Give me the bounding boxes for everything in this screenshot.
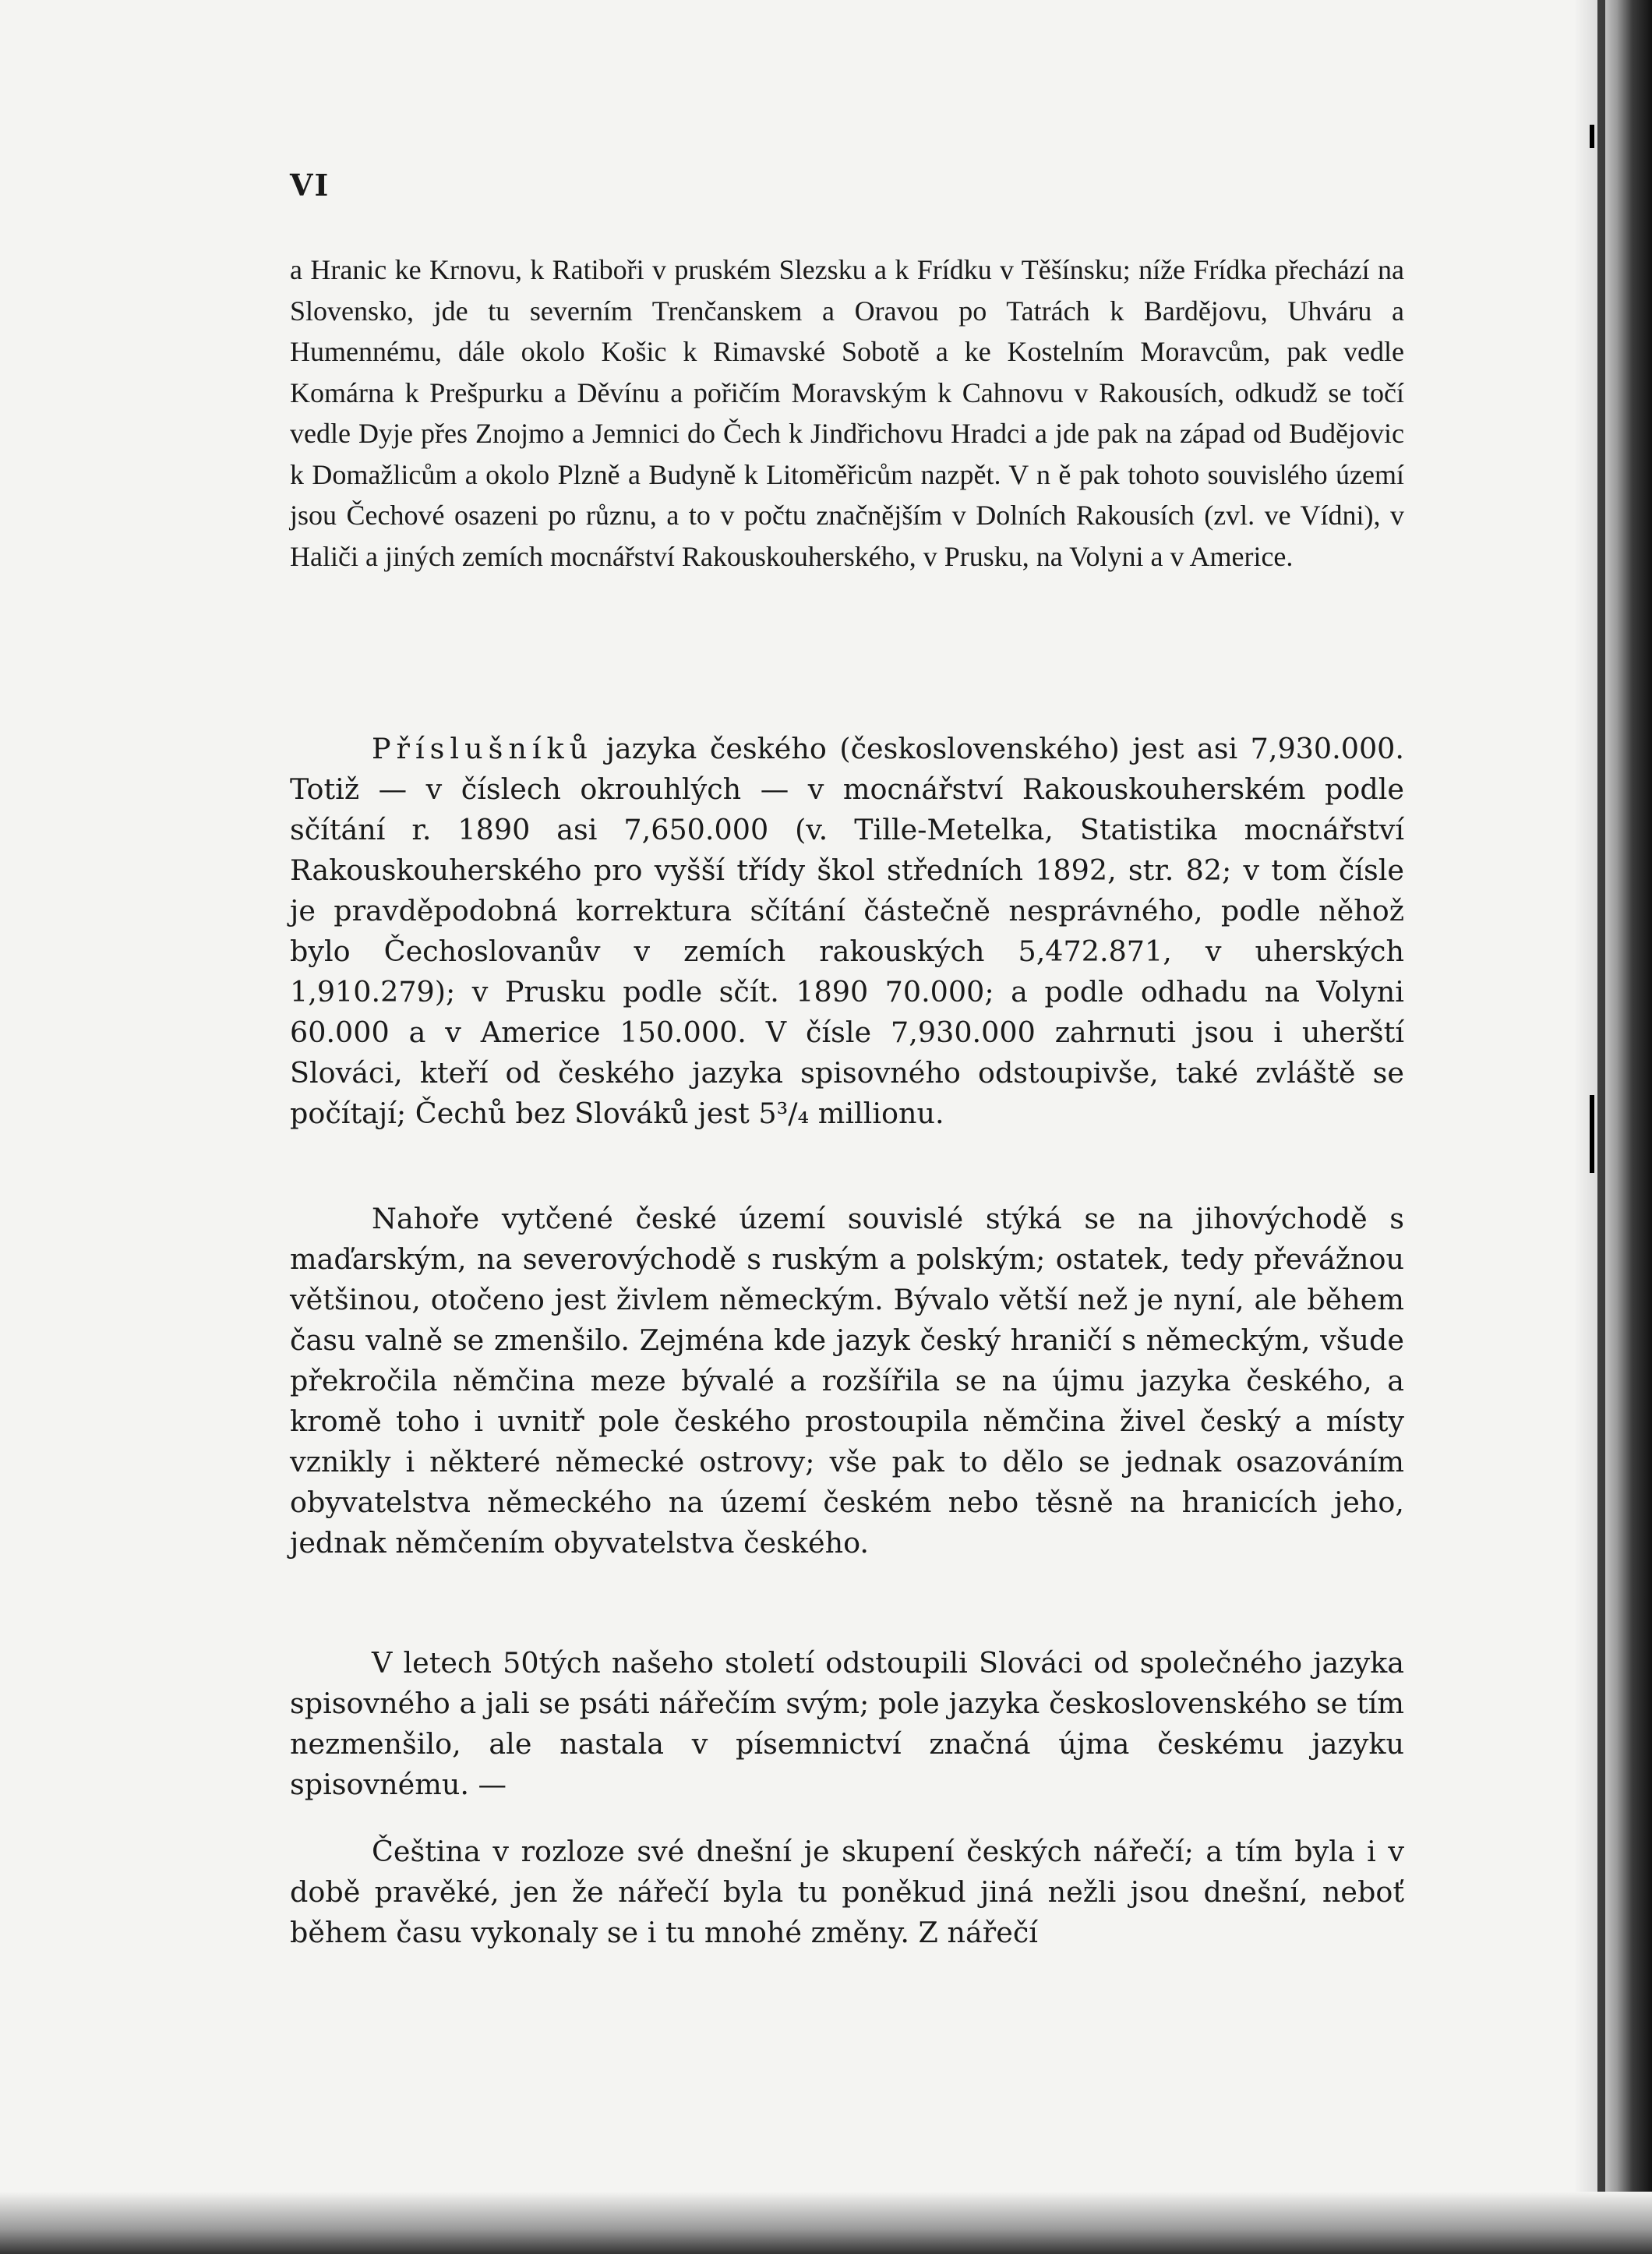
paragraph-1-text: a Hranic ke Krnovu, k Ratiboři v pruském Slezsku a k Frídku v Těšínsku; níže Frídka přechází na Slovensko, jde tu severním Trenčanskem a Oravou po Tatrách k Bardějovu, Uhváru a Humennému, dále okolo Košic k Rimavské Sobotě a ke Kostelním Moravcům, pak vedle Komárna k Prešpurku a Děvínu a pořičím Moravským k Cahnovu v Rakousích, odkudž se točí vedle Dyje přes Znojmo a Jemnici do Čech k Jindřichovu Hradci a jde pak na západ od Budějovic k Domažlicům a okolo Plzně a Budyně k Litoměřicům nazpět. V n ě pak tohoto souvislého území jsou Čechové osazeni po různu, a to v počtu značnějším v Dolních Rakousích (zvl. ve Vídni), v Haliči a jiných zemích mocnářství Rakouskouherského, v Prusku, na Volyni a v Americe.: [290, 254, 1404, 572]
binding-shadow: [1574, 0, 1652, 2254]
binding-edge: [1597, 0, 1605, 2254]
emphasized-term: Příslušníků: [372, 732, 594, 765]
paragraph-4-text: V letech 50tých našeho století odstoupili Slováci od společného jazyka spisovného a jali se psáti nářečím svým; pole jazyka československého se tím nezmenšilo, ale nastala v písemnictví značná újma českému jazyku spisovnému. —: [290, 1646, 1404, 1801]
paragraph-2: [290, 729, 1404, 1134]
paragraph-3-text: Nahoře vytčené české území souvislé stýká se na jihovýchodě s maďarským, na severovýchodě s ruským a polským; ostatek, tedy převážnou většinou, otočeno jest živlem německým. Bývalo větší než je nyní, ale během času valně se zmenšilo. Zejména kde jazyk český hraničí s německým, všude překročila němčina meze bývalé a rozšířila se na újmu jazyka českého, a kromě toho i uvnitř pole českého prostoupila němčina živel český a místy vznikly i některé německé ostrovy; vše pak to dělo se jednak osazováním obyvatelstva německého na území českém nebo těsně na hranicích jeho, jednak němčením obyvatelstva českého.: [290, 1202, 1404, 1560]
paragraph-2-body: jazyka českého (československého) jest asi 7,930.000. Totiž — v číslech okrouhlých — v mocnářství Rakouskouherském podle sčítání r. 1890 asi 7,650.000 (v. Tille-Metelka, Statistika mocnářství Rakouskouherského pro vyšší třídy škol středních 1892, str. 82; v tom čísle je pravděpodobná korrektura sčítání částečně nesprávného, podle něhož bylo Čechoslovanův v zemích rakouských 5,472.871, v uherských 1,910.279); v Prusku podle sčít. 1890 70.000; a podle odhadu na Volyni 60.000 a v Americe 150.000. V čísle 7,930.000 zahrnuti jsou i uherští Slováci, kteří od českého jazyka spisovného odstoupivše, také zvláště se počítají; Čechů bez Slováků jest 5³/₄ millionu.: [290, 732, 1404, 1130]
binding-mark: [1590, 125, 1594, 148]
paragraph-5-text: Čeština v rozloze své dnešní je skupení českých nářečí; a tím byla i v době pravěké, jen že nářečí byla tu poněkud jiná nežli jsou dnešní, neboť během času vykonaly se i tu mnohé změny. Z nářečí: [290, 1835, 1404, 1949]
page-number: VI: [290, 168, 330, 203]
paragraph-1: [290, 249, 1404, 577]
paragraph-5: [290, 1832, 1404, 1953]
paragraph-3: [290, 1199, 1404, 1563]
binding-mark: [1590, 1095, 1594, 1173]
bottom-shadow: [0, 2192, 1652, 2254]
paragraph-4: [290, 1643, 1404, 1805]
paragraph-2-text: [290, 729, 1404, 1134]
